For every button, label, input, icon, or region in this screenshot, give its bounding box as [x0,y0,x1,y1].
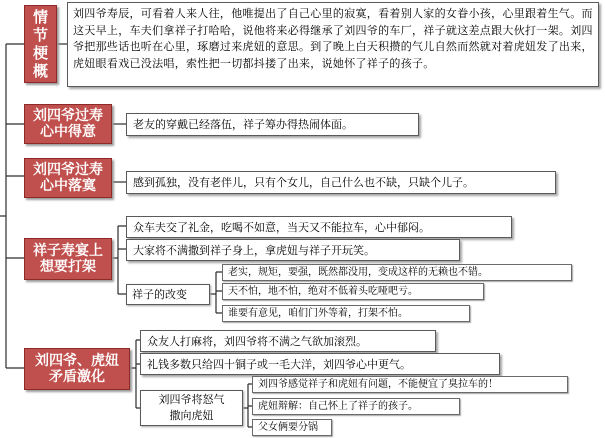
sub-anger-at-huniu[interactable] [140,390,243,426]
branch-plot-summary[interactable] [24,5,57,83]
branch-char: 概 [32,62,48,80]
sub-item: 刘四爷感觉祥子和虎妞有问题，不能便宜了臭拉车的！ [252,376,568,393]
branch-label-line: 心中得意 [40,124,96,140]
sub-item: 虎妞辩解：自己怀上了祥子的孩子。 [252,398,460,415]
sub-label-line: 刘四爷将怒气 [158,393,225,406]
sub-4-fan [210,272,222,313]
branch-label-line: 刘四爷过寿 [33,108,103,124]
leaf-conflict-1: 众友人打麻将，刘四爷将不满之气欲加滚烈。 [140,330,436,352]
branch-5-fan [130,340,140,408]
branch-birthday-pleased[interactable] [24,104,112,144]
branch-char: 节 [32,26,48,44]
branch-label-line: 矛盾激化 [49,369,105,385]
branch-4-fan [112,226,126,294]
leaf-plot-summary: 刘四爷寿辰，可看着人来人往，他唯提出了自己心里的寂寞，看着别人家的女眷小孩，心里跟着生气。而这天早上，车夫们拿祥子打哈哈，说他将来必得继承了刘四爷的车厂，祥子就这差点跟大伙打一架。刘四爷把那些话也听在心里，琢磨过来虎妞的意思。到了晚上白天积攒的气儿自然而然就对着虎妞发了出来，虎妞眼看戏已没法唱，索性把一切都抖搂了出来，说她怀了祥子的孩子。 [67,2,599,87]
sub-item: 谁要有意见，咱们门外等着，打架不怕。 [222,305,470,322]
leaf-xiangzi-fight-1: 众车夫交了礼金，吃喝不如意，当天又不能拉车，心中郁闷。 [126,216,512,238]
sub-item: 父女俩要分锅 [252,419,332,436]
branch-char: 情 [32,8,48,26]
branch-char: 梗 [32,44,48,62]
branch-label-line: 想要打架 [40,259,96,275]
leaf-xiangzi-fight-2: 大家将不满撒到祥子身上，拿虎妞与祥子开玩笑。 [126,239,460,261]
sub-xiangzi-change[interactable]: 祥子的改变 [126,284,210,305]
branch-birthday-lonely[interactable] [24,158,112,198]
branch-label-line: 祥子寿宴上 [33,243,103,259]
branch-conflict[interactable] [24,348,130,390]
sub-5-fan [243,384,252,427]
branch-label-line: 刘四爷、虎妞 [35,353,119,369]
leaf-birthday-pleased: 老友的穿戴已经落伍，祥子筹办得热闹体面。 [126,113,419,136]
leaf-conflict-2: 礼钱多数只给四十铜子或一毛大洋，刘四爷心中更气。 [140,353,500,375]
sub-label-line: 撒向虎妞 [169,409,214,422]
leaf-birthday-lonely: 感到孤独，没有老伴儿，只有个女儿，自己什么也不缺，只缺个儿子。 [126,171,556,194]
sub-item: 老实，规矩，要强，既然都没用，变成这样的无赖也不错。 [222,264,572,281]
branch-label-line: 心中落寞 [40,178,96,194]
branch-xiangzi-fight[interactable] [24,238,112,280]
branch-label-line: 刘四爷过寿 [33,162,103,178]
sub-item: 天不怕，地不怕，绝对不低着头吃哑吧亏。 [222,283,484,300]
